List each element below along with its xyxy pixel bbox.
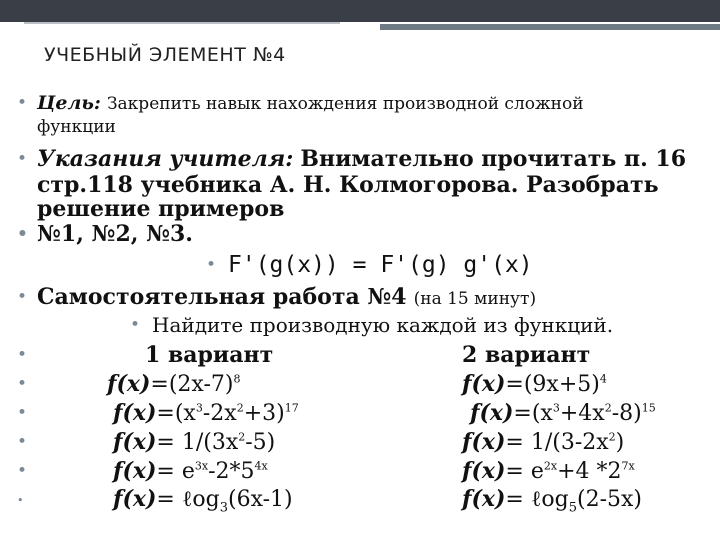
examples-text: №1, №2, №3. xyxy=(37,221,193,247)
top-bar xyxy=(0,0,720,22)
variant-1-label: 1 вариант xyxy=(145,342,274,368)
goal-text-2: функции xyxy=(37,117,116,137)
title-divider xyxy=(24,22,340,24)
task-3-v2: $f(x)= 1/(3-2x^2)$ xyxy=(462,429,625,455)
instruction-text: Найдите производную каждой из функций. xyxy=(152,313,614,337)
formula: F'(g(x)) = F'(g) g'(x) xyxy=(228,252,533,278)
task-4-v2: $f(x)= e^{2x}+4$ $*2^{7x}$ xyxy=(462,458,635,484)
task-5-v1: f(x)= ℓog$_3$(6x-1) xyxy=(113,486,293,516)
task-1-v2: $f(x)=(9x+5)^4$ xyxy=(462,371,607,397)
bullet: • xyxy=(130,315,141,335)
teacher-label: Указания учителя: xyxy=(37,146,294,172)
bullet: • xyxy=(17,345,28,365)
variant-2-label: 2 вариант xyxy=(462,342,591,368)
teacher-text-3: решение примеров xyxy=(37,196,285,222)
bullet: • xyxy=(17,149,28,169)
bullet: • xyxy=(17,93,28,113)
goal-text: Закрепить навык нахождения производной сложной xyxy=(106,94,584,114)
task-2-v1: $f(x)=(x^3-2x^2+3)^{17}$ xyxy=(113,400,299,426)
teacher-text: Внимательно прочитать п. 16 xyxy=(300,146,687,172)
task-4-v1: $f(x)= e^{3x}-2*5^{4x}$ xyxy=(113,458,268,484)
top-bar-accent xyxy=(380,24,720,30)
bullet: • xyxy=(17,461,28,481)
bullet: • xyxy=(17,432,28,452)
task-1-v1: $f(x)=(2x-7)^8$ xyxy=(107,371,241,397)
task-3-v1: $f(x)= 1/(3x^2-5)$ xyxy=(113,429,276,455)
selfwork-label: Самостоятельная работа №4 xyxy=(37,284,407,310)
bullet: • xyxy=(17,494,24,507)
bullet: • xyxy=(17,287,28,307)
selfwork-time: (на 15 минут) xyxy=(413,289,537,309)
bullet: • xyxy=(17,403,28,423)
task-5-v2: f(x)= ℓog$_5$(2-5x) xyxy=(462,486,642,516)
bullet: • xyxy=(17,224,28,244)
slide-title: УЧЕБНЫЙ ЭЛЕМЕНТ №4 xyxy=(44,44,286,66)
bullet: • xyxy=(17,374,28,394)
bullet: • xyxy=(206,255,217,275)
teacher-text-2: стр.118 учебника А. Н. Колмогорова. Разобрать xyxy=(37,172,659,198)
task-2-v2: $f(x)=(x^3+4x^2-8)^{15}$ xyxy=(470,400,656,426)
goal-label: Цель: xyxy=(37,92,101,114)
